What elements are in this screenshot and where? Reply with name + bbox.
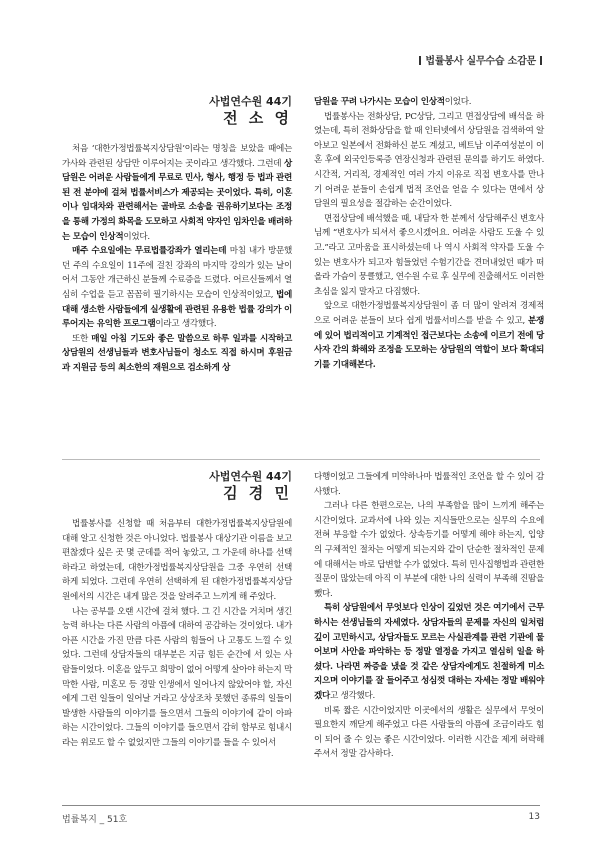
- essay2-left-column: [62, 470, 292, 751]
- essay2-author: [62, 470, 292, 503]
- paragraph: 특히 상담원에서 무엇보다 인상이 깊었던 것은 여기에서 근무하시는 선생님들의 자세였다. 상담자들의 문제를 자신의 일처럼 깊이 고민하시고, 상담자들도 모르는 사실관계를 관련 기관에 물어보며 사안을 파악하는 등 정말 열정을 가지고 열심히 일을 하셨다. 나라면 짜증을 냈을 것 같은 상담자에게도 친절하게 미소지으며 이야기를 잘 들어주고 성심껏 대하는 자세는 정말 배워야겠다고 생각했다.: [314, 603, 544, 701]
- essay1-left-body: [62, 142, 292, 376]
- essay1-left-column: [62, 95, 292, 376]
- paragraph: 비록 짧은 시간이었지만 이곳에서의 생활은 실무에서 무엇이 필요한지 깨닫게 해주었고 다른 사람들의 아픔에 조금이라도 힘이 되어 줄 수 있는 좋은 시간이었다. 이러한 시간을 제게 허락해 주셔서 정말 감사하다.: [314, 705, 544, 760]
- paragraph: 매주 수요일에는 무료법률강좌가 열리는데 마침 내가 방문했던 주의 수요일이 11주에 걸친 강좌의 마지막 강의가 있는 날이어서 그동안 개근하신 분들께 수료증을 드렸다. 어르신들께서 열심히 수업을 듣고 꼼꼼히 필기하시는 모습이 인상적이었고, 법에 대해 생소한 사람들에게 실생활에 관련된 유용한 법률 강의가 이루어지는 유익한 프로그램이라고 생각했다.: [62, 246, 293, 330]
- paragraph: 또한 매일 아침 기도와 좋은 말씀으로 하루 일과를 시작하고 상담원의 선생님들과 변호사님들이 청소도 직접 하시며 후원금과 지원금 등의 최소한의 재원으로 검소하게 상: [62, 333, 292, 373]
- paragraph: 법률봉사를 신청할 때 처음부터 대한가정법률복지상담원에 대해 알고 신청한 것은 아니었다. 법률봉사 대상기관 이름을 보고 편찮겠다 싶은 곳 몇 군데를 적어 놓았고, 그 가운데 하나를 선택하라고 하였는데, 대한가정법률복지상담원을 그중 우연히 선택하게 되었다. 그런데 우연히 선택하게 된 대한가정법률복지상담원에서의 시간은 내게 많은 것을 알려주고 느끼게 해 주었다.: [62, 519, 292, 602]
- running-header: [415, 52, 546, 67]
- essay-section-2: [62, 470, 544, 780]
- essay1-author-name: 전 소 영: [223, 109, 292, 127]
- essay-section-1: [62, 95, 544, 455]
- essay1-right-column: [314, 95, 544, 372]
- essay2-author-name: 김 경 민: [223, 484, 292, 502]
- essay1-affiliation: 사법연수원 44기: [209, 95, 292, 108]
- page-number: 13: [528, 812, 540, 822]
- section-divider: [62, 459, 540, 460]
- paragraph: 처음 ‘대한가정법률복지상담원’이라는 명칭을 보았을 때에는 가사와 관련된 상담만 이루어지는 곳이라고 생각했다. 그런데 상담원은 어려운 사람들에게 무료로 민사, 형사, 행정 등 법과 관련된 전 분야에 걸쳐 법률서비스가 제공되는 곳이었다. 특히, 이혼이나 임대차와 관련해서는 골바로 소송을 권유하기보다는 조정을 통해 가정의 화목을 도모하고 사회적 약자인 임차인을 배려하는 모습이 인상적이었다.: [62, 144, 292, 242]
- paragraph: 담원을 꾸려 나가시는 모습이 인상적이었다.: [314, 97, 472, 107]
- essay2-left-body: [62, 517, 292, 751]
- header-title: 법률봉사 실무수습 소감문: [425, 56, 536, 67]
- paragraph: 그러나 다른 한편으로는, 나의 부족함을 많이 느끼게 해주는 시간이었다. 교과서에 나와 있는 지식들만으로는 실무의 수요에 전혀 부응할 수가 없었다. 상속등기를 어떻게 해야 하는지, 입양의 구체적인 절차는 어떻게 되는지와 같이 단순한 절차적인 문제에 대해서는 바로 답변할 수가 없었다. 특히 민사집행법과 관련한 질문이 많았는데 아직 이 부분에 대한 나의 실력이 부족해 진땀을 뺐다.: [314, 501, 544, 599]
- paragraph: 법률봉사는 전화상담, PC상담, 그리고 면접상담에 배석을 하였는데, 특히 전화상담을 할 때 인터넷에서 상담원을 검색하여 알아보고 일본에서 전화하신 분도 계셨고, 베트남 이주여성분이 이혼 후에 외국인등록증 연장신청과 관련된 문의를 하기도 하였다. 시간적, 거리적, 경제적인 여러 가지 이유로 직접 변호사를 만나기 어려운 분들이 손쉽게 법적 조언을 얻을 수 있다는 면에서 상담원의 필요성을 절감하는 순간이었다.: [314, 111, 544, 210]
- paragraph: 면접상담에 배석했을 때, 내담자 한 분께서 상담해주신 변호사님께 “변호사가 되셔서 좋으시겠어요. 어려운 사람도 도울 수 있고.”라고 고마움을 표시하셨는데 나 역시 사회적 약자를 도울 수 있는 변호사가 되고자 힘들었던 수험기간을 견뎌내었던 때가 떠올라 가슴이 뭉클했고, 연수원 수료 후 실무에 진출해서도 이러한 초심을 잃지 말자고 다짐했다.: [314, 213, 544, 297]
- essay2-affiliation: 사법연수원 44기: [209, 470, 292, 483]
- footer-publication: 법률복지 _ 51호: [62, 815, 128, 825]
- essay2-right-column: [314, 470, 544, 762]
- paragraph: 다행이었고 그들에게 미약하나마 법률적인 조언을 할 수 있어 감사했다.: [314, 472, 544, 497]
- paragraph: 앞으로 대한가정법률복지상담원이 좀 더 많이 알려져 경제적으로 어려운 분들이 보다 쉽게 법률서비스를 받을 수 있고, 분쟁에 있어 법리적이고 기계적인 접근보다는 소송에 이르기 전에 당사자 간의 화해와 조정을 도모하는 상담원의 역할이 보다 확대되기를 기대해본다.: [314, 301, 544, 370]
- header-bar-left: [419, 56, 421, 65]
- page-footer: [62, 805, 540, 825]
- paragraph: 나는 공부를 오랜 시간에 걸쳐 했다. 그 긴 시간을 거치며 생긴 능력 하나는 다른 사람의 아픔에 대하여 공감하는 것이었다. 내가 아픈 시간을 가진 만큼 다른 사람의 힘들어 나 고통도 느낄 수 있었다. 그런데 상담자들의 대부분은 지금 힘든 순간에 서 있는 사람들이었다. 이혼을 앞두고 희망이 없어 어떻게 살아야 하는지 막막한 사람, 미혼모 등 경말 인생에서 일어나지 않았어야 할, 자신에게 그런 일들이 일어날 거라고 상상조차 못했던 종류의 일들이 발생한 사람들의 이야기를 들으면서 그들의 이야기에 같이 아파하는 시간이었다. 그들의 이야기를 들으면서 감히 함부로 힘내시라는 위로도 할 수 없었지만 그들의 이야기를 들을 수 있어서: [62, 606, 292, 748]
- essay1-author: [62, 95, 292, 128]
- header-bar-right: [540, 56, 542, 65]
